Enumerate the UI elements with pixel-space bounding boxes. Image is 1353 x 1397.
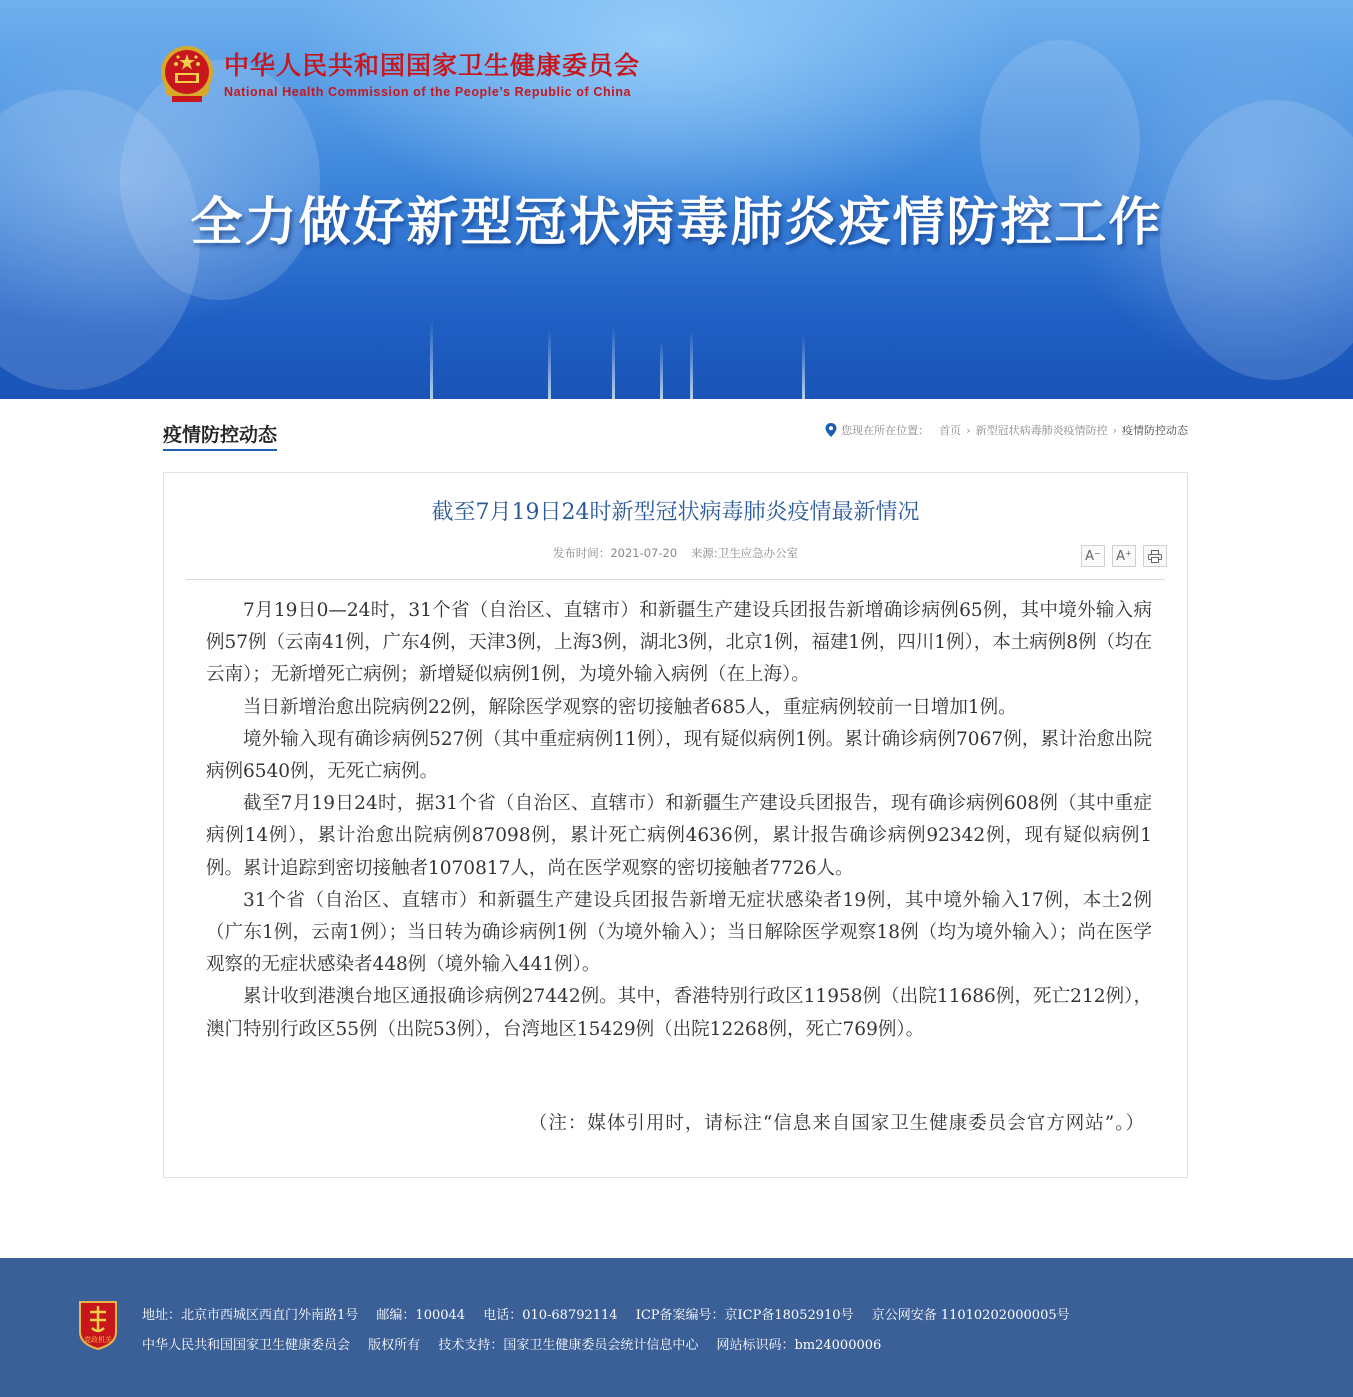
paragraph: 境外输入现有确诊病例527例（其中重症病例11例），现有疑似病例1例。累计确诊病例7067例，累计治愈出院病例6540例，无死亡病例。 — [206, 728, 1152, 783]
location-pin-icon — [825, 423, 837, 437]
section-header — [163, 416, 1188, 448]
title-divider — [186, 579, 1165, 580]
footer-org: 中华人民共和国国家卫生健康委员会 — [142, 1338, 351, 1353]
header-banner — [0, 0, 1353, 399]
footer — [0, 1258, 1353, 1397]
party-government-badge-icon[interactable] — [76, 1298, 120, 1350]
footer-postcode: 邮编：100044 — [376, 1308, 466, 1323]
badge-text: 党政机关 — [84, 1336, 112, 1344]
chevron-right-icon: › — [966, 423, 971, 437]
footer-line-2 — [142, 1334, 895, 1353]
chevron-right-icon: › — [1112, 423, 1117, 437]
org-name-en: National Health Commission of the People’s Republic of China — [224, 85, 632, 99]
article-container — [163, 472, 1188, 1178]
font-larger-button[interactable]: A⁺ — [1112, 545, 1136, 567]
breadcrumb-home[interactable]: 首页 — [939, 424, 962, 437]
breadcrumb-prefix: 您现在所在位置： — [841, 424, 930, 437]
print-button[interactable] — [1143, 545, 1167, 567]
site-logo[interactable] — [158, 44, 640, 106]
footer-support: 技术支持：国家卫生健康委员会统计信息中心 — [438, 1338, 699, 1353]
breadcrumb — [825, 422, 1188, 438]
printer-icon — [1148, 550, 1162, 563]
article-body — [206, 595, 1152, 1046]
article-tools — [1074, 545, 1167, 567]
source-value: 卫生应急办公室 — [717, 546, 799, 560]
national-emblem-icon — [158, 44, 216, 106]
font-smaller-button[interactable]: A⁻ — [1081, 545, 1105, 567]
paragraph: 累计收到港澳台地区通报确诊病例27442例。其中，香港特别行政区11958例（出院11686例，死亡212例），澳门特别行政区55例（出院53例），台湾地区15429例（出院12268例，死亡769例）。 — [206, 986, 1152, 1040]
org-name-cn: 中华人民共和国国家卫生健康委员会 — [224, 51, 641, 80]
banner-slogan: 全力做好新型冠状病毒肺炎疫情防控工作 — [190, 193, 1163, 253]
publish-label: 发布时间： — [552, 546, 611, 560]
paragraph: 7月19日0—24时，31个省（自治区、直辖市）和新疆生产建设兵团报告新增确诊病例65例，其中境外输入病例57例（云南41例，广东4例，天津3例，上海3例，湖北3例，北京1例，福建1例，四川1例），本土病例8例（均在云南）；无新增死亡病例；新增疑似病例1例，为境外输入病例（在上海）。 — [206, 600, 1152, 686]
citation-note: （注：媒体引用时，请标注“信息来自国家卫生健康委员会官方网站”。） — [528, 1113, 1145, 1134]
article-meta — [164, 545, 1187, 561]
section-title: 疫情防控动态 — [163, 420, 277, 451]
breadcrumb-covid[interactable]: 新型冠状病毒肺炎疫情防控 — [975, 424, 1108, 437]
paragraph: 截至7月19日24时，据31个省（自治区、直辖市）和新疆生产建设兵团报告，现有确诊病例608例（其中重症病例14例），累计治愈出院病例87098例，累计死亡病例4636例，累计报告确诊病例92342例，现有疑似病例1例。累计追踪到密切接触者1070817人，尚在医学观察的密切接触者7726人。 — [206, 793, 1152, 879]
paragraph: 31个省（自治区、直辖市）和新疆生产建设兵团报告新增无症状感染者19例，其中境外输入17例，本土2例（广东1例，云南1例）；当日转为确诊病例1例（为境外输入）；当日解除医学观察18例（均为境外输入）；尚在医学观察的无症状感染者448例（境外输入441例）。 — [206, 889, 1152, 976]
footer-phone: 电话：010-68792114 — [483, 1308, 618, 1323]
footer-rights: 版权所有 — [368, 1338, 421, 1353]
breadcrumb-current[interactable]: 疫情防控动态 — [1122, 424, 1188, 437]
publish-date: 2021-07-20 — [610, 546, 678, 560]
footer-line-1 — [142, 1304, 1084, 1323]
footer-icp[interactable]: ICP备案编号：京ICP备18052910号 — [635, 1308, 854, 1323]
footer-police[interactable]: 京公网安备 11010202000005号 — [871, 1308, 1070, 1323]
paragraph: 当日新增治愈出院病例22例，解除医学观察的密切接触者685人，重症病例较前一日增加1例。 — [243, 696, 1017, 718]
source-label: 来源: — [690, 546, 718, 560]
footer-site-id: 网站标识码：bm24000006 — [716, 1338, 882, 1353]
article-title: 截至7月19日24时新型冠状病毒肺炎疫情最新情况 — [431, 500, 920, 525]
footer-address: 地址：北京市西城区西直门外南路1号 — [142, 1308, 359, 1323]
